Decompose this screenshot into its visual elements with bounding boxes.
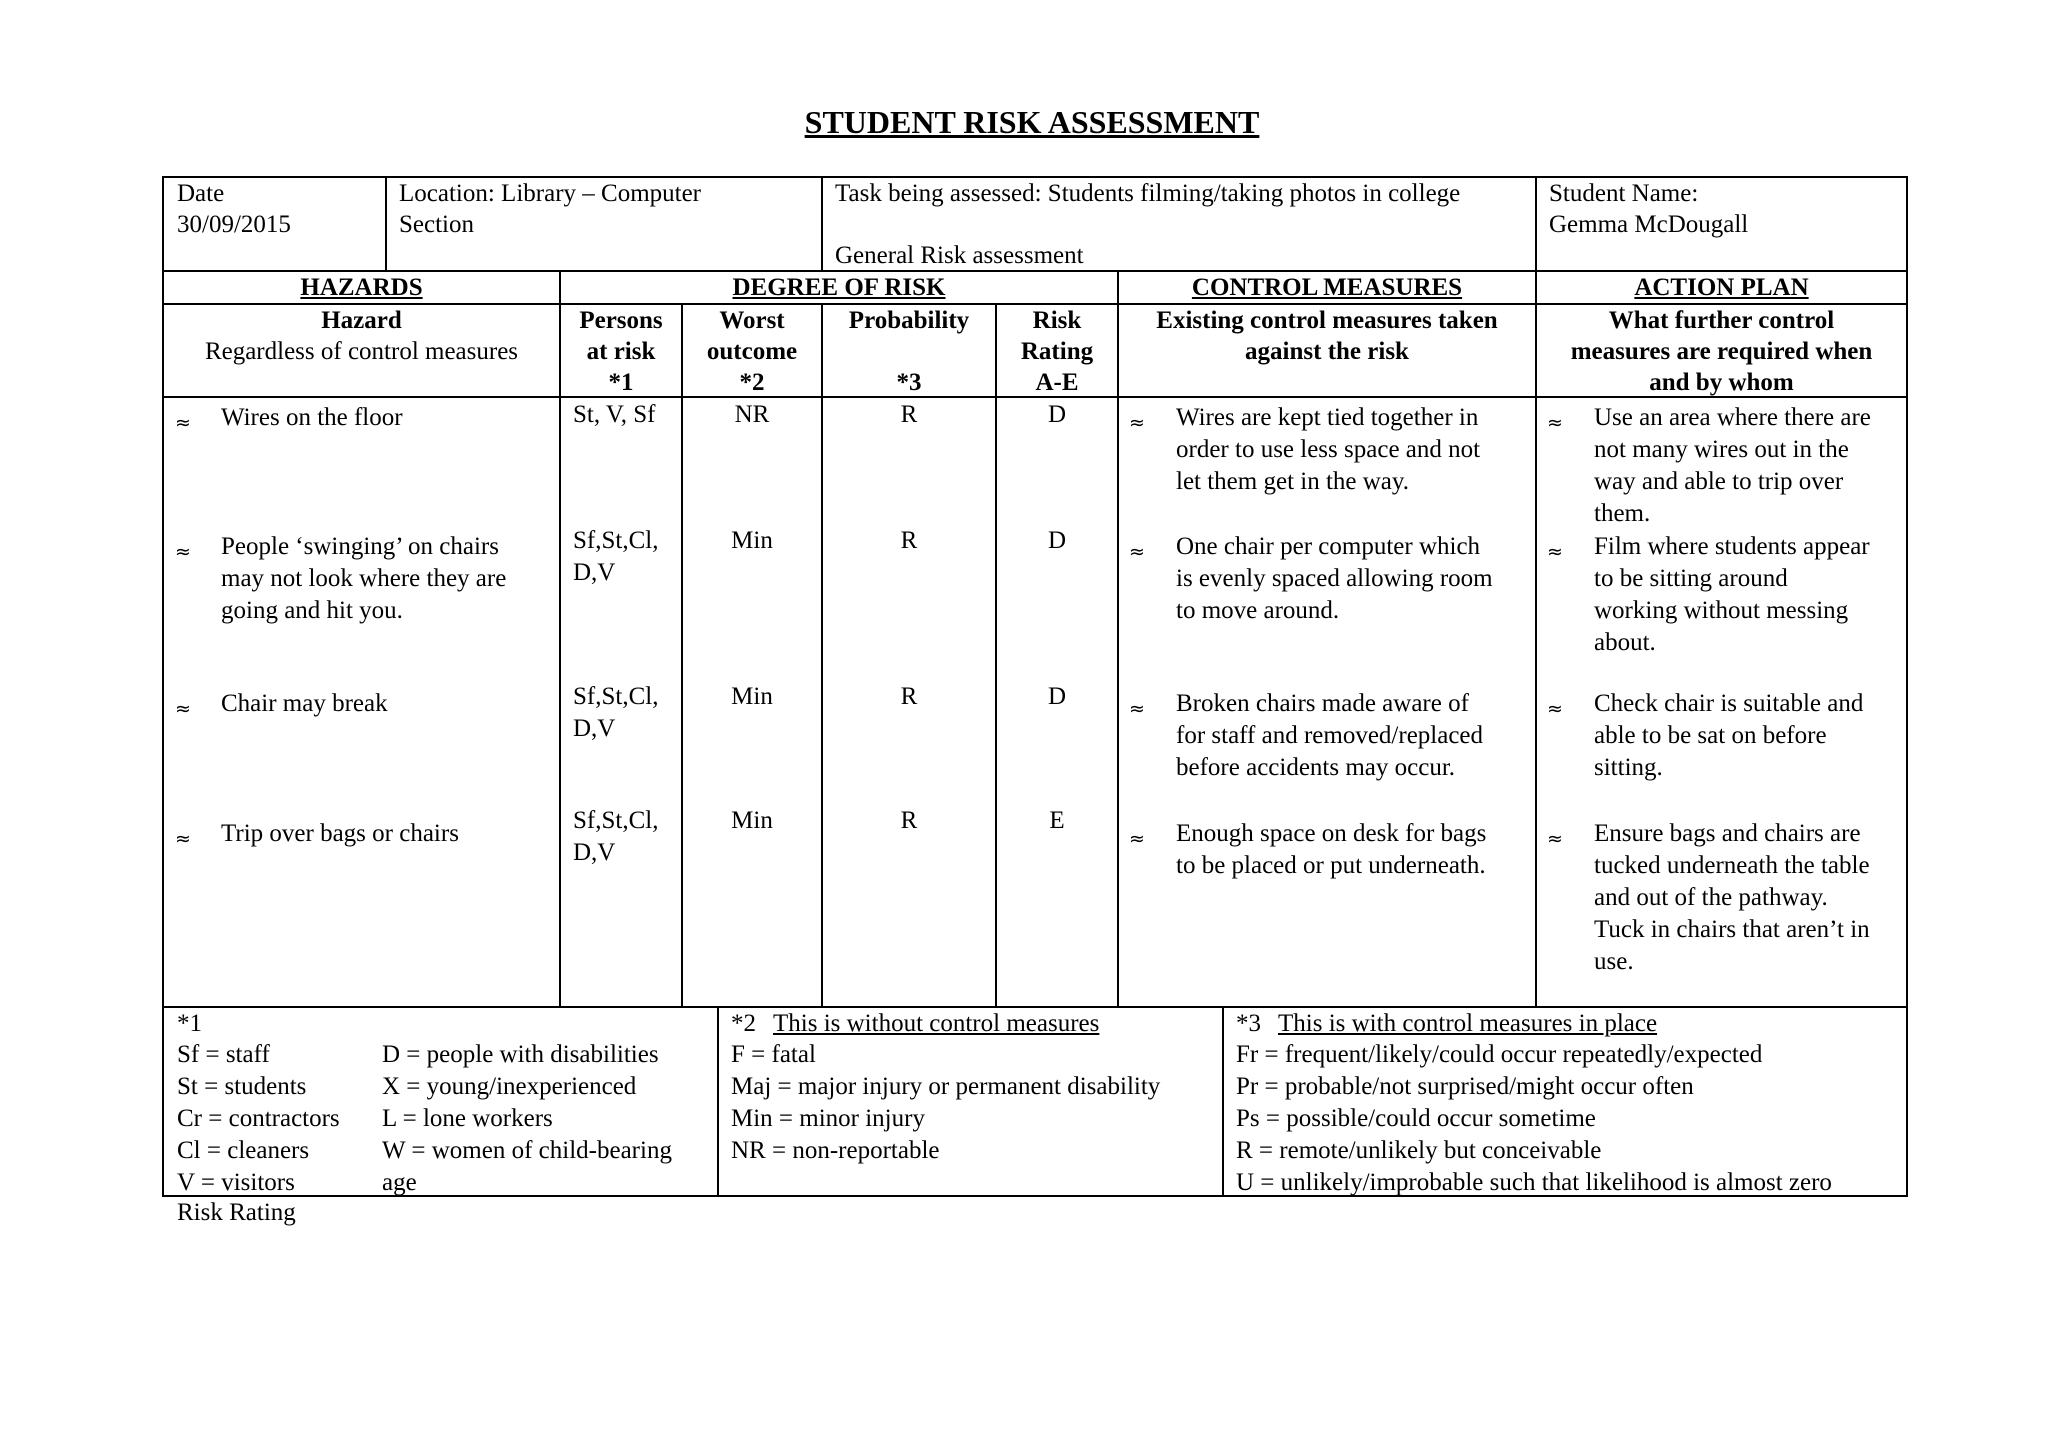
- col-persons: at risk: [586, 338, 656, 365]
- persons-at-risk: Sf,St,Cl, D,V: [573, 527, 659, 586]
- bullet-icon: ≈: [175, 412, 191, 434]
- probability: R: [900, 527, 918, 554]
- bullet-icon: ≈: [1547, 541, 1563, 563]
- hazard-text: People ‘swinging’ on chairs may not look where they are going and hit you.: [221, 533, 507, 624]
- action-plan-item: Check chair is suitable and able to be sat on before sitting.: [1594, 690, 1864, 781]
- col-worst-outcome: outcome: [706, 338, 798, 365]
- student-name-value: Gemma McDougall: [1549, 211, 1749, 238]
- risk-rating: D: [1047, 683, 1067, 710]
- bullet-icon: ≈: [1547, 412, 1563, 434]
- legend-persons-codes-extra: D = people with disabilities X = young/inexperienced L = lone workers W = women of child-bearing age: [382, 1041, 672, 1196]
- hazard-text: Chair may break: [221, 690, 388, 717]
- legend-outcome-marker: *2: [731, 1010, 756, 1037]
- col-hazard-title: Hazard: [321, 307, 402, 334]
- legend-outcome-codes: F = fatal Maj = major injury or permanent disability Min = minor injury NR = non-reportable: [731, 1041, 1161, 1164]
- risk-rating: E: [1049, 807, 1065, 834]
- col-existing-controls: Existing control measures taken: [1156, 307, 1498, 334]
- persons-at-risk: Sf,St,Cl, D,V: [573, 683, 659, 742]
- action-plan-item: Use an area where there are not many wires out in the way and able to trip over them.: [1594, 404, 1871, 527]
- col-risk-rating-scale: A-E: [1035, 369, 1079, 396]
- location-label: Location: Library – Computer: [399, 180, 702, 207]
- section-hazards: HAZARDS: [300, 274, 423, 301]
- risk-rating-footer-label: Risk Rating: [177, 1199, 296, 1226]
- bullet-icon: ≈: [1129, 541, 1145, 563]
- student-name-label: Student Name:: [1549, 180, 1699, 207]
- col-worst-outcome: Worst: [719, 307, 785, 334]
- hazard-text: Wires on the floor: [221, 404, 403, 431]
- date-label: Date: [177, 180, 225, 207]
- worst-outcome: NR: [734, 401, 770, 428]
- col-probability-marker: *3: [896, 369, 922, 396]
- location-value: Section: [399, 211, 474, 238]
- persons-at-risk: Sf,St,Cl, D,V: [573, 807, 659, 866]
- section-degree-of-risk: DEGREE OF RISK: [732, 274, 946, 301]
- col-persons: Persons: [579, 307, 663, 334]
- legend-probability-marker: *3: [1236, 1010, 1261, 1037]
- col-existing-controls: against the risk: [1245, 338, 1409, 365]
- legend-outcome-heading: This is without control measures: [773, 1010, 1100, 1037]
- col-risk-rating: Rating: [1020, 338, 1094, 365]
- bullet-icon: ≈: [175, 541, 191, 563]
- col-probability: Probability: [848, 307, 970, 334]
- risk-rating: D: [1047, 401, 1067, 428]
- legend-probability-heading: This is with control measures in place: [1278, 1010, 1658, 1037]
- probability: R: [900, 807, 918, 834]
- task-label: Task being assessed: Students filming/taking photos in college: [835, 180, 1461, 207]
- section-action-plan: ACTION PLAN: [1634, 274, 1809, 301]
- col-hazard-subtitle: Regardless of control measures: [204, 338, 519, 365]
- risk-rating: D: [1047, 527, 1067, 554]
- hazard-text: Trip over bags or chairs: [221, 820, 459, 847]
- bullet-icon: ≈: [175, 698, 191, 720]
- col-further-controls: measures are required when: [1570, 338, 1873, 365]
- bullet-icon: ≈: [175, 828, 191, 850]
- bullet-icon: ≈: [1129, 698, 1145, 720]
- worst-outcome: Min: [731, 807, 773, 834]
- legend-persons-marker: *1: [177, 1010, 202, 1037]
- col-worst-outcome-marker: *2: [739, 369, 765, 396]
- col-further-controls: and by whom: [1649, 369, 1794, 396]
- control-measure: Enough space on desk for bags to be placed or put underneath.: [1176, 820, 1487, 879]
- worst-outcome: Min: [731, 527, 773, 554]
- probability: R: [900, 401, 918, 428]
- task-subtitle: General Risk assessment: [835, 242, 1084, 269]
- bullet-icon: ≈: [1129, 412, 1145, 434]
- probability: R: [900, 683, 918, 710]
- col-persons-marker: *1: [608, 369, 634, 396]
- control-measure: Wires are kept tied together in order to use less space and not let them get in the way.: [1176, 404, 1481, 495]
- persons-at-risk: St, V, Sf: [573, 401, 656, 428]
- bullet-icon: ≈: [1129, 828, 1145, 850]
- page-title: STUDENT RISK ASSESSMENT: [804, 104, 1260, 140]
- section-control-measures: CONTROL MEASURES: [1191, 274, 1463, 301]
- action-plan-item: Film where students appear to be sitting around working without messing about.: [1594, 533, 1870, 656]
- worst-outcome: Min: [731, 683, 773, 710]
- bullet-icon: ≈: [1547, 828, 1563, 850]
- bullet-icon: ≈: [1547, 698, 1563, 720]
- action-plan-item: Ensure bags and chairs are tucked underneath the table and out of the pathway. Tuck in chairs that aren’t in use.: [1594, 820, 1870, 975]
- col-further-controls: What further control: [1608, 307, 1835, 334]
- date-value: 30/09/2015: [177, 211, 291, 238]
- legend-persons-codes: Sf = staff St = students Cr = contractors Cl = cleaners V = visitors: [177, 1041, 340, 1196]
- control-measure: One chair per computer which is evenly spaced allowing room to move around.: [1176, 533, 1493, 624]
- col-risk-rating: Risk: [1032, 307, 1082, 334]
- legend-probability-codes: Fr = frequent/likely/could occur repeatedly/expected Pr = probable/not surprised/might occur often Ps = possible/could occur sometime R = remote/unlikely but conceivable U = unlikely/improbable such that likelihood is almost zero: [1236, 1041, 1832, 1196]
- control-measure: Broken chairs made aware of for staff and removed/replaced before accidents may occur.: [1176, 690, 1484, 781]
